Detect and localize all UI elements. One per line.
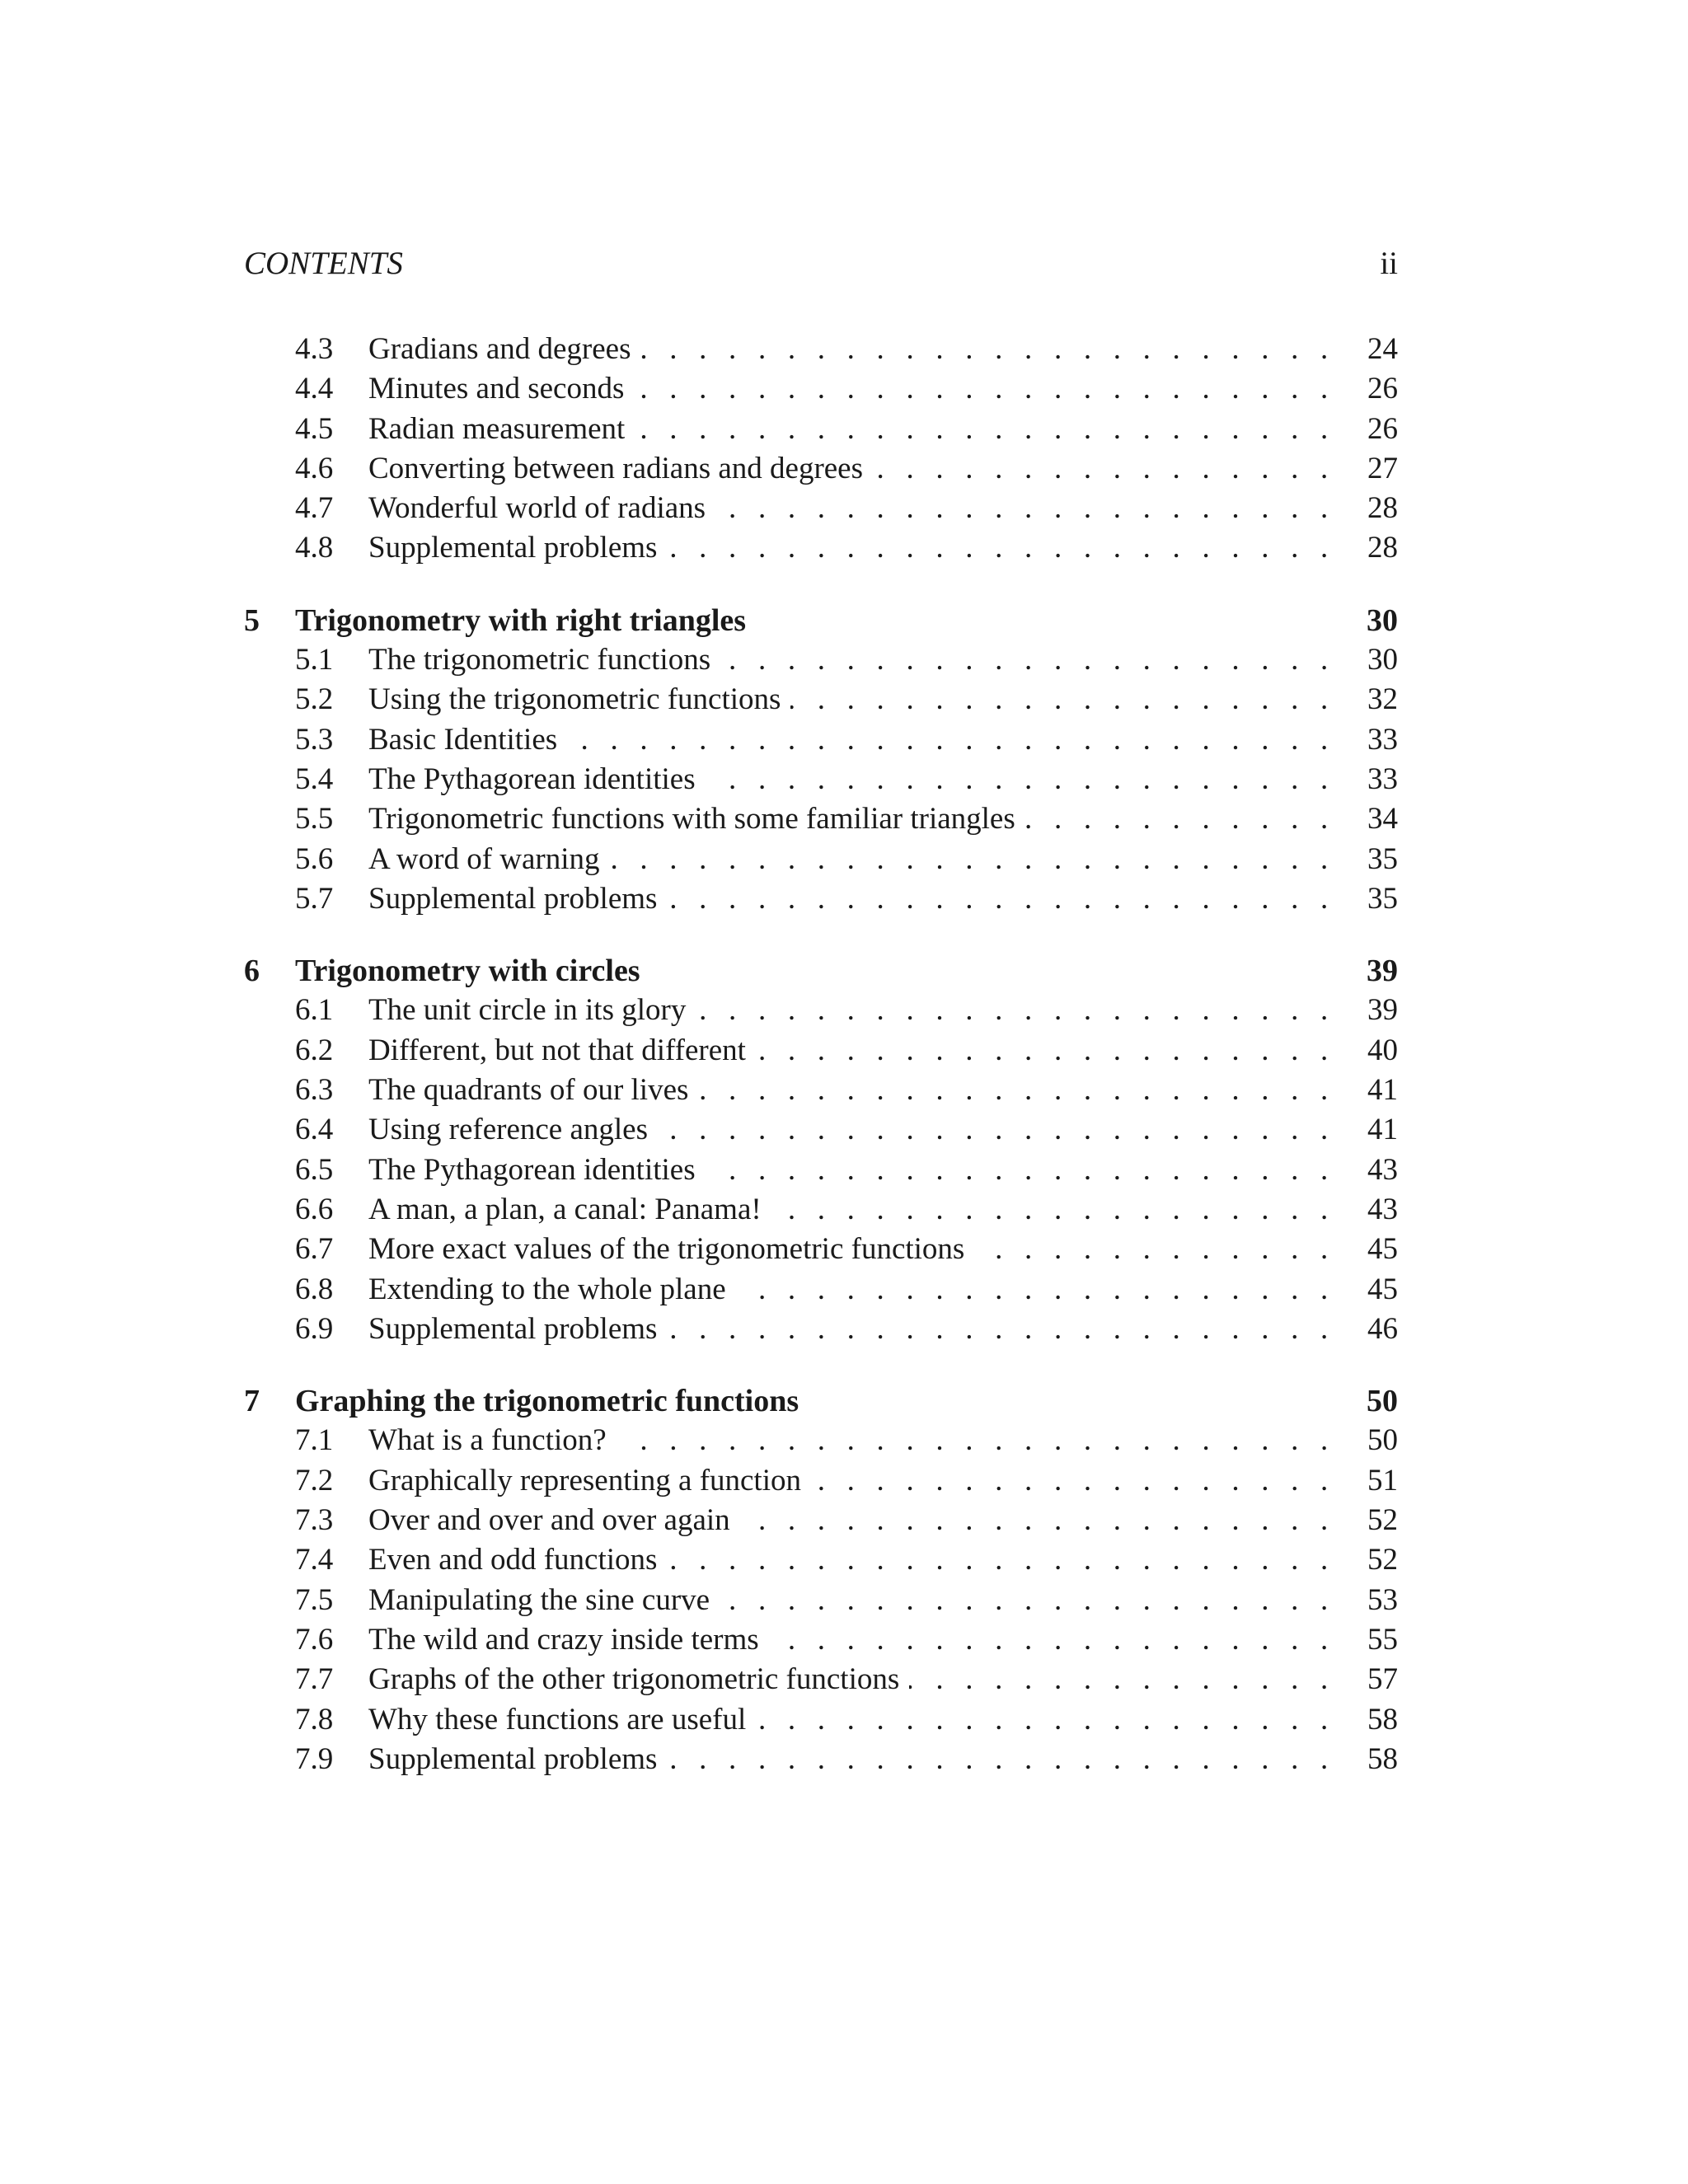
running-head: [244, 239, 1398, 288]
section-page-number: 43: [1367, 1192, 1398, 1226]
section-page-number: 28: [1367, 491, 1398, 526]
toc-section-entry[interactable]: [244, 1461, 1398, 1501]
section-page-number: 27: [1367, 451, 1398, 485]
toc-section-entry[interactable]: [244, 840, 1398, 879]
section-title: A word of warning: [368, 840, 610, 879]
section-number: 7.8: [295, 1702, 334, 1736]
section-page-number: 28: [1367, 531, 1398, 565]
section-number: 6.5: [295, 1152, 334, 1187]
section-page-number: 43: [1367, 1152, 1398, 1187]
section-page-number: 39: [1367, 993, 1398, 1028]
section-number: 4.5: [295, 411, 334, 446]
section-number: 7.7: [295, 1662, 334, 1697]
toc-section-entry[interactable]: [244, 1110, 1398, 1150]
toc-section-entry[interactable]: [244, 489, 1398, 528]
section-page-number: 33: [1367, 722, 1398, 757]
section-number: 4.7: [295, 491, 334, 526]
section-number: 6.9: [295, 1311, 334, 1346]
section-title: The quadrants of our lives: [368, 1071, 698, 1110]
section-number: 7.9: [295, 1741, 334, 1776]
section-page-number: 26: [1367, 411, 1398, 446]
section-title: Extending to the whole plane: [368, 1270, 736, 1310]
section-number: 7.2: [295, 1463, 334, 1497]
section-number: 5.6: [295, 841, 334, 876]
toc-section-entry[interactable]: [244, 528, 1398, 568]
section-number: 7.4: [295, 1543, 334, 1577]
section-title: Using the trigonometric functions: [368, 680, 790, 719]
section-number: 6.4: [295, 1113, 334, 1147]
section-number: 5.5: [295, 802, 334, 837]
section-number: 6.7: [295, 1232, 334, 1267]
section-number: 5.2: [295, 682, 334, 717]
section-title: What is a function?: [368, 1421, 617, 1460]
toc-chapter-entry[interactable]: [244, 1381, 1398, 1421]
toc-chapter-entry[interactable]: [244, 601, 1398, 640]
section-title: Supplemental problems: [368, 879, 667, 919]
section-title: The unit circle in its glory: [368, 991, 696, 1030]
chapter-page-number: 50: [1367, 1384, 1398, 1419]
running-head-title: CONTENTS: [244, 246, 403, 281]
section-number: 6.2: [295, 1033, 334, 1067]
section-page-number: 51: [1367, 1463, 1398, 1497]
toc-section-entry[interactable]: [244, 879, 1398, 919]
toc-section-entry[interactable]: [244, 449, 1398, 489]
section-title: Supplemental problems: [368, 528, 667, 568]
toc-section-entry[interactable]: [244, 720, 1398, 760]
section-page-number: 58: [1367, 1741, 1398, 1776]
toc-section-entry[interactable]: [244, 1310, 1398, 1349]
section-number: 7.6: [295, 1622, 334, 1657]
section-page-number: 46: [1367, 1311, 1398, 1346]
section-page-number: 33: [1367, 762, 1398, 796]
toc-section-entry[interactable]: [244, 330, 1398, 369]
section-number: 6.8: [295, 1272, 334, 1306]
chapter-title: Graphing the trigonometric functions: [295, 1384, 799, 1419]
toc-section-entry[interactable]: [244, 640, 1398, 680]
toc-section-entry[interactable]: [244, 1031, 1398, 1071]
section-page-number: 26: [1367, 372, 1398, 406]
section-number: 7.1: [295, 1423, 334, 1458]
section-title: Manipulating the sine curve: [368, 1581, 720, 1620]
section-title: Converting between radians and degrees: [368, 449, 873, 489]
section-title: Supplemental problems: [368, 1310, 667, 1349]
section-number: 7.5: [295, 1582, 334, 1617]
toc-section-entry[interactable]: [244, 760, 1398, 799]
section-number: 5.4: [295, 762, 334, 796]
table-of-contents: [244, 330, 1398, 1779]
section-page-number: 58: [1367, 1702, 1398, 1736]
section-title: More exact values of the trigonometric functions: [368, 1230, 974, 1269]
section-page-number: 41: [1367, 1113, 1398, 1147]
toc-section-entry[interactable]: [244, 1421, 1398, 1460]
section-page-number: 40: [1367, 1033, 1398, 1067]
section-page-number: 32: [1367, 682, 1398, 717]
section-number: 7.3: [295, 1503, 334, 1538]
section-title: Radian measurement: [368, 410, 635, 449]
chapter-title: Trigonometry with circles: [295, 954, 640, 989]
section-number: 4.6: [295, 451, 334, 485]
toc-section-entry[interactable]: [244, 1540, 1398, 1580]
section-title: The trigonometric functions: [368, 640, 720, 680]
section-page-number: 35: [1367, 841, 1398, 876]
section-title: Using reference angles: [368, 1110, 658, 1150]
section-title: Graphically representing a function: [368, 1461, 811, 1501]
section-page-number: 34: [1367, 802, 1398, 837]
toc-section-entry[interactable]: [244, 410, 1398, 449]
toc-section-entry[interactable]: [244, 1501, 1398, 1540]
section-title: Trigonometric functions with some familiar triangles: [368, 799, 1025, 839]
toc-section-entry[interactable]: [244, 1660, 1398, 1699]
toc-section-entry[interactable]: [244, 1190, 1398, 1230]
section-page-number: 53: [1367, 1582, 1398, 1617]
section-title: A man, a plan, a canal: Panama!: [368, 1190, 771, 1230]
toc-section-entry[interactable]: [244, 1230, 1398, 1269]
section-number: 5.7: [295, 881, 334, 916]
toc-section-entry[interactable]: [244, 1071, 1398, 1110]
section-page-number: 50: [1367, 1423, 1398, 1458]
section-page-number: 45: [1367, 1232, 1398, 1267]
toc-section-entry[interactable]: [244, 369, 1398, 409]
section-number: 6.1: [295, 993, 334, 1028]
section-title: Supplemental problems: [368, 1740, 667, 1779]
section-page-number: 24: [1367, 332, 1398, 366]
toc-section-entry[interactable]: [244, 680, 1398, 719]
section-title: Why these functions are useful: [368, 1700, 756, 1740]
chapter-number: 6: [244, 954, 260, 989]
toc-section-entry[interactable]: [244, 1151, 1398, 1190]
chapter-number: 5: [244, 602, 260, 638]
section-page-number: 35: [1367, 881, 1398, 916]
section-page-number: 55: [1367, 1622, 1398, 1657]
section-title: Even and odd functions: [368, 1540, 667, 1580]
toc-chapter-entry[interactable]: [244, 951, 1398, 991]
toc-section-entry[interactable]: [244, 1620, 1398, 1660]
toc-section-entry[interactable]: [244, 1740, 1398, 1779]
section-title: The Pythagorean identities: [368, 1151, 706, 1190]
chapter-page-number: 39: [1367, 954, 1398, 989]
section-number: 5.3: [295, 722, 334, 757]
toc-section-entry[interactable]: [244, 799, 1398, 839]
section-number: 4.8: [295, 531, 334, 565]
section-number: 4.4: [295, 372, 334, 406]
section-title: Minutes and seconds: [368, 369, 634, 409]
section-title: Basic Identities: [368, 720, 567, 760]
section-title: Graphs of the other trigonometric functions: [368, 1660, 909, 1699]
toc-section-entry[interactable]: [244, 1270, 1398, 1310]
section-number: 6.3: [295, 1073, 334, 1108]
chapter-page-number: 30: [1367, 602, 1398, 638]
section-page-number: 30: [1367, 643, 1398, 677]
section-title: The Pythagorean identities: [368, 760, 706, 799]
section-number: 5.1: [295, 643, 334, 677]
toc-section-entry[interactable]: [244, 1581, 1398, 1620]
section-title: The wild and crazy inside terms: [368, 1620, 769, 1660]
section-page-number: 52: [1367, 1503, 1398, 1538]
section-number: 6.6: [295, 1192, 334, 1226]
toc-section-entry[interactable]: [244, 991, 1398, 1030]
section-page-number: 45: [1367, 1272, 1398, 1306]
section-title: Gradians and degrees: [368, 330, 640, 369]
section-page-number: 41: [1367, 1073, 1398, 1108]
section-title: Different, but not that different: [368, 1031, 756, 1071]
section-title: Wonderful world of radians: [368, 489, 715, 528]
section-number: 4.3: [295, 332, 334, 366]
running-head-page-number: ii: [1380, 246, 1398, 281]
section-page-number: 57: [1367, 1662, 1398, 1697]
chapter-number: 7: [244, 1384, 260, 1419]
section-title: Over and over and over again: [368, 1501, 740, 1540]
section-page-number: 52: [1367, 1543, 1398, 1577]
toc-section-entry[interactable]: [244, 1700, 1398, 1740]
chapter-title: Trigonometry with right triangles: [295, 602, 747, 638]
